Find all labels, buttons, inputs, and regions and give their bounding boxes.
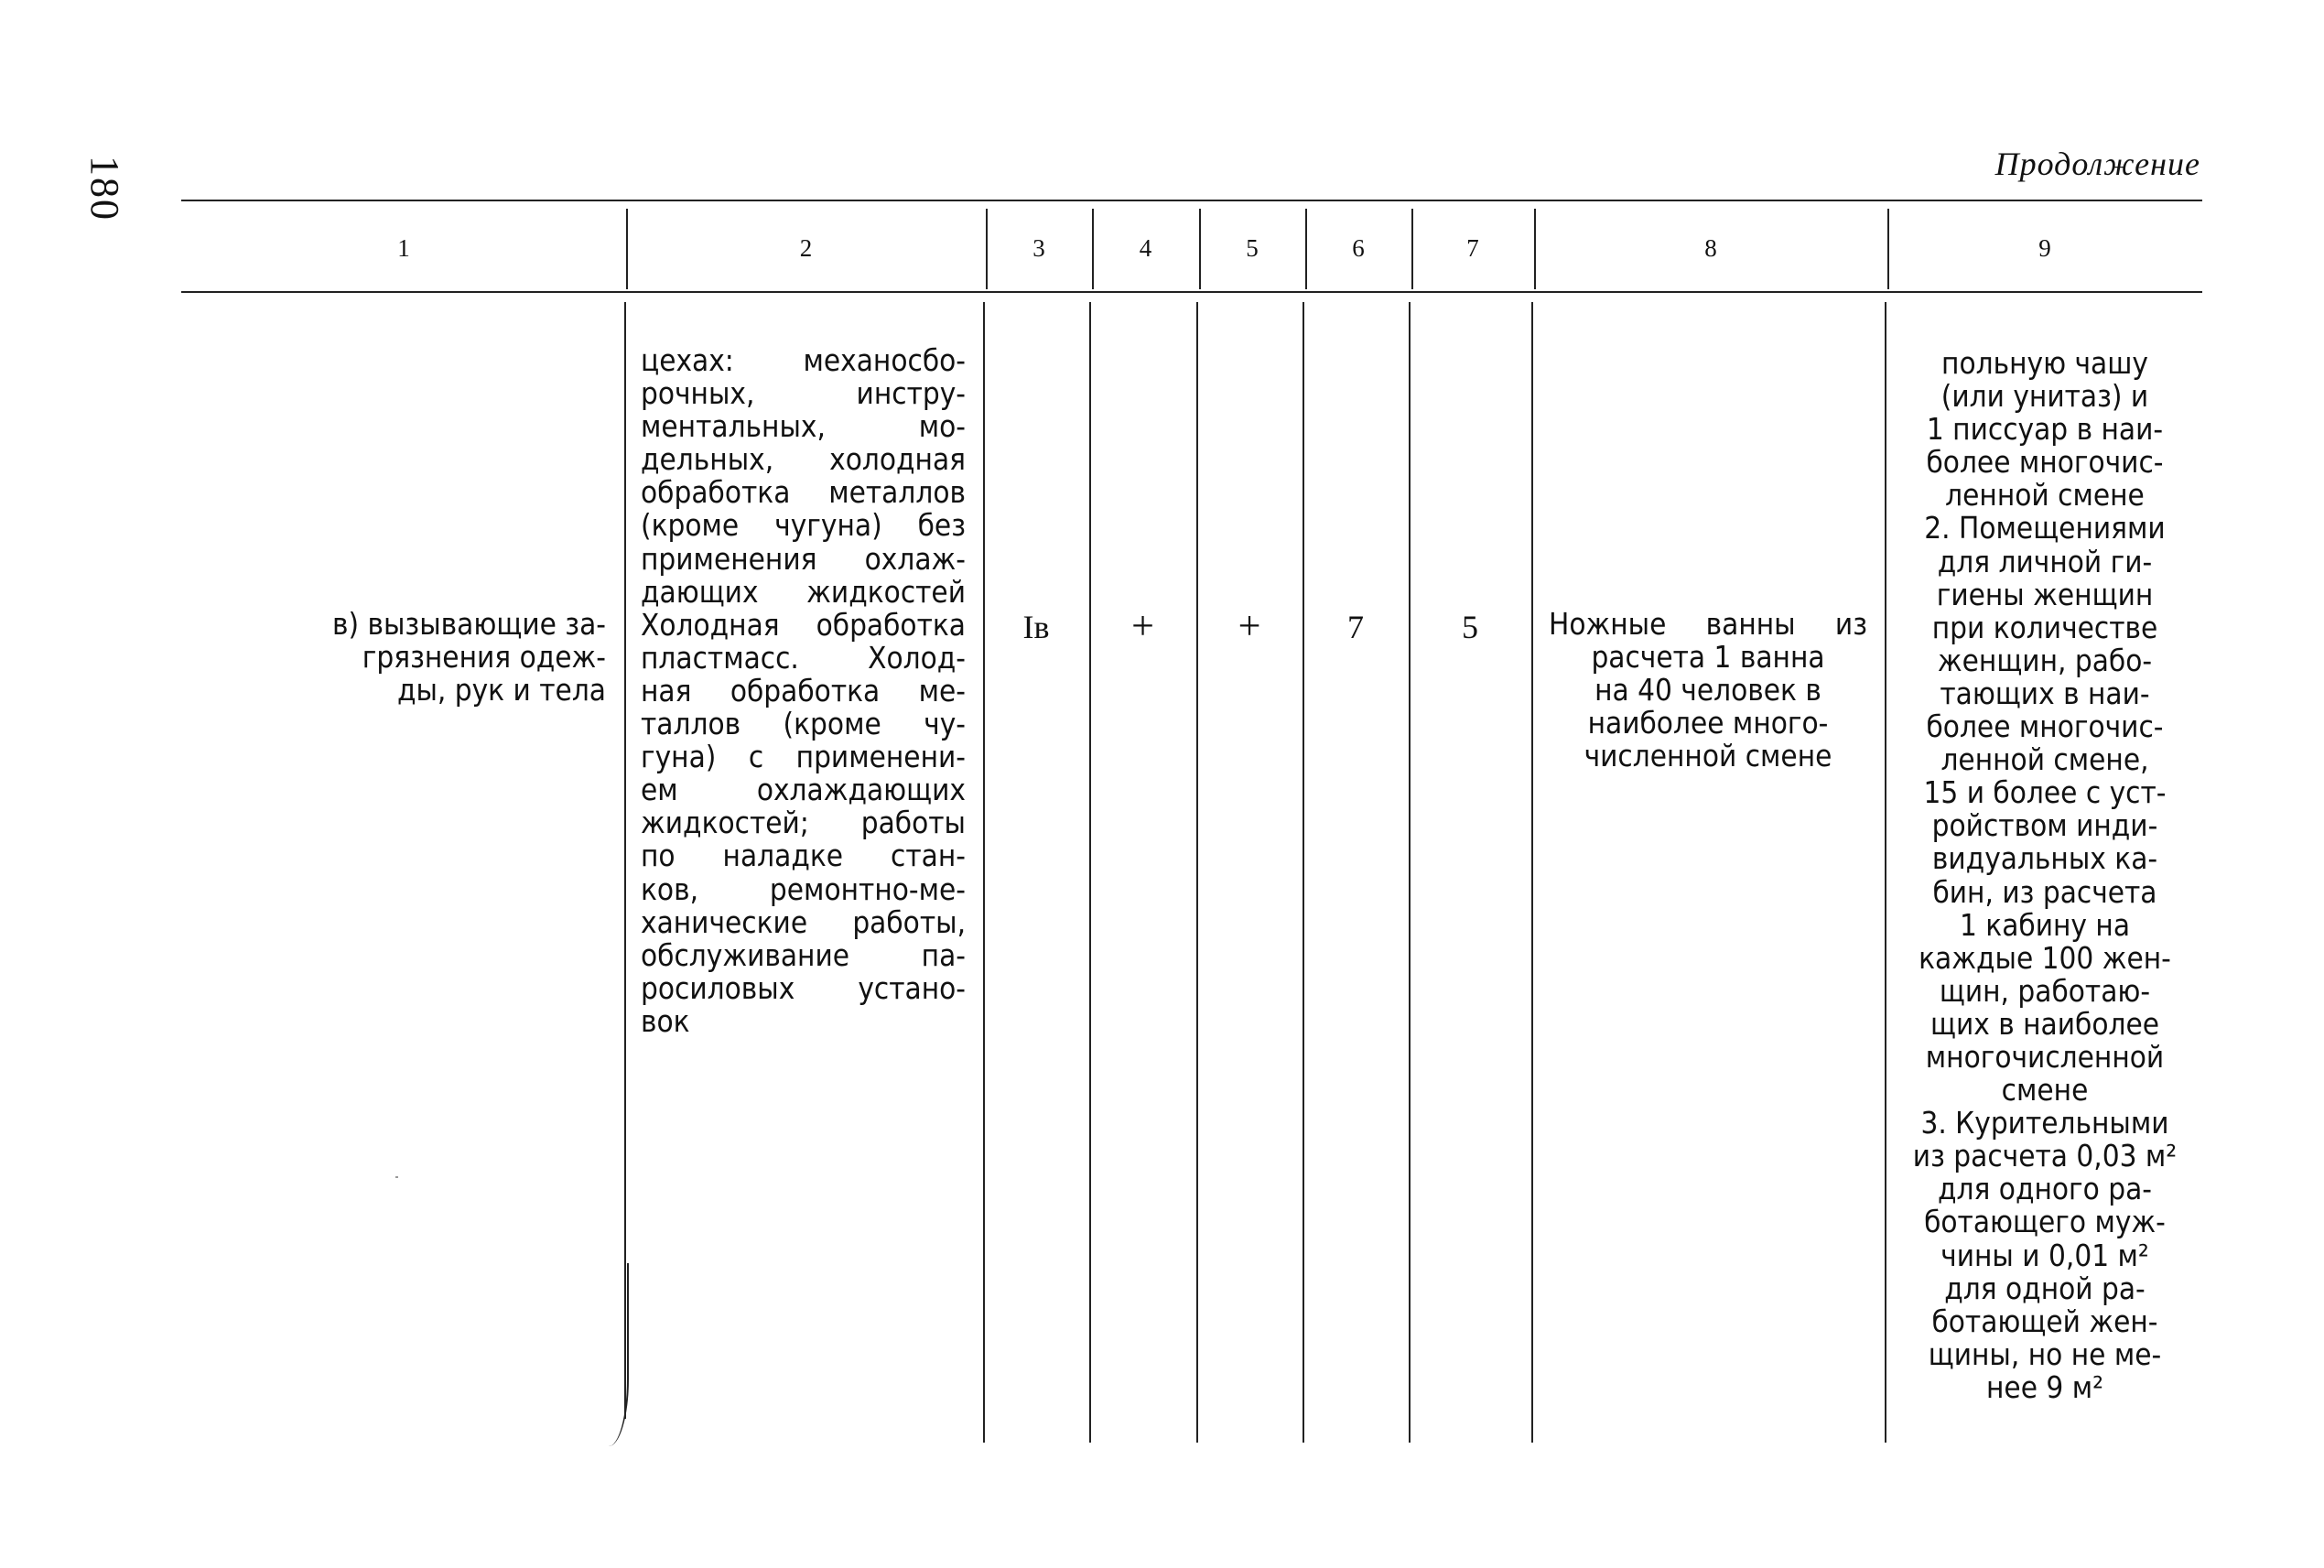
text-line: ная обработка ме- bbox=[641, 672, 966, 708]
text-line: дельных, холодная bbox=[641, 441, 966, 478]
body-separator bbox=[1089, 302, 1091, 1443]
text-line: ков, ремонтно-ме- bbox=[641, 871, 966, 907]
text-line: смене bbox=[2001, 1072, 2089, 1108]
body-separator bbox=[1885, 302, 1886, 1443]
cell-col-3: Iв bbox=[1022, 609, 1050, 645]
text-line: дающих жидкостей bbox=[641, 573, 966, 610]
header-col-9: 9 bbox=[2038, 234, 2051, 262]
text-line: на 40 человек в bbox=[1594, 672, 1821, 708]
text-line: обслуживание па- bbox=[641, 936, 966, 973]
text-line: щины, но не ме- bbox=[1928, 1336, 2162, 1372]
header-col-8: 8 bbox=[1704, 234, 1717, 262]
text-line: видуальных ка- bbox=[1931, 840, 2158, 877]
header-col-6: 6 bbox=[1352, 234, 1365, 262]
text-line: применения охлаж- bbox=[641, 540, 966, 577]
text-line: наиболее много- bbox=[1587, 705, 1829, 741]
text-line: ботающего муж- bbox=[1924, 1204, 2166, 1240]
text-line: расчета 1 ванна bbox=[1591, 639, 1825, 676]
text-line: 3. Курительными bbox=[1920, 1105, 2169, 1141]
continuation-label: Продолжение bbox=[1994, 146, 2200, 182]
text-line: росиловых устано- bbox=[641, 969, 966, 1006]
text-line: численной смене bbox=[1584, 738, 1832, 774]
text-line: щих в наиболее bbox=[1929, 1005, 2160, 1042]
brace-mark bbox=[609, 1263, 629, 1446]
scan-speck bbox=[395, 1176, 398, 1178]
text-line: грязнения одеж- bbox=[362, 639, 606, 676]
text-line: бин, из расчета bbox=[1932, 873, 2157, 910]
body-separator bbox=[1303, 302, 1304, 1443]
text-line: для одной ра- bbox=[1944, 1270, 2146, 1306]
text-line: многочисленной bbox=[1925, 1038, 2165, 1075]
text-line: 15 и более с уст- bbox=[1923, 774, 2167, 811]
text-line: ды, рук и тела bbox=[396, 672, 606, 708]
text-line: щин, работаю- bbox=[1939, 972, 2151, 1009]
text-line: ленной смене, bbox=[1940, 741, 2149, 778]
text-line: (кроме чугуна) без bbox=[641, 507, 966, 544]
text-line: нее 9 м² bbox=[1986, 1368, 2103, 1405]
header-col-5: 5 bbox=[1246, 234, 1259, 262]
text-line: обработка металлов bbox=[641, 474, 966, 511]
text-line: рочных, инстру- bbox=[641, 375, 966, 412]
text-line: ем охлаждающих bbox=[641, 772, 966, 808]
text-line: ментальных, мо- bbox=[641, 408, 966, 445]
table-header-rule bbox=[181, 291, 2202, 293]
text-line: по наладке стан- bbox=[641, 838, 966, 874]
text-line: для личной ги- bbox=[1937, 543, 2153, 579]
table-top-rule bbox=[181, 200, 2202, 201]
text-line: для одного ра- bbox=[1938, 1171, 2152, 1207]
text-line: жидкостей; работы bbox=[641, 805, 966, 841]
cell-col-1 bbox=[311, 608, 606, 707]
text-line: при количестве bbox=[1931, 609, 2158, 645]
body-separator bbox=[1409, 302, 1411, 1443]
header-col-7: 7 bbox=[1466, 234, 1479, 262]
cell-col-4: + bbox=[1131, 603, 1154, 648]
text-line: ройством инди- bbox=[1931, 807, 2158, 844]
text-line: Холодная обработка bbox=[641, 606, 966, 643]
header-col-4: 4 bbox=[1139, 234, 1152, 262]
text-line: 1 писсуар в наи- bbox=[1926, 411, 2164, 448]
text-line: цехах: механосбо- bbox=[641, 342, 966, 378]
text-line: гуна) с применени- bbox=[641, 739, 966, 775]
text-line: польную чашу bbox=[1941, 345, 2148, 381]
text-line: 1 кабину на bbox=[1959, 906, 2131, 943]
cell-col-5: + bbox=[1238, 603, 1261, 648]
text-line: 2. Помещениями bbox=[1924, 510, 2166, 546]
text-line: таллов (кроме чу- bbox=[641, 706, 966, 742]
body-separator bbox=[1196, 302, 1198, 1443]
text-line: гиены женщин bbox=[1936, 576, 2154, 612]
cell-col-7: 5 bbox=[1462, 609, 1478, 645]
text-line: вок bbox=[641, 1002, 690, 1039]
text-line: пластмасс. Холод- bbox=[641, 639, 966, 676]
body-separator bbox=[624, 302, 626, 1419]
text-line: женщин, рабо- bbox=[1937, 642, 2153, 678]
text-line: ботающей жен- bbox=[1931, 1303, 2158, 1339]
text-line: (или унитаз) и bbox=[1940, 378, 2149, 415]
cell-col-9 bbox=[1897, 347, 2193, 1404]
text-line: чины и 0,01 м² bbox=[1940, 1237, 2149, 1273]
text-line: ханические работы, bbox=[641, 903, 966, 940]
cell-col-8 bbox=[1549, 608, 1867, 773]
cell-col-6: 7 bbox=[1347, 609, 1364, 645]
body-separator bbox=[983, 302, 985, 1443]
header-col-1: 1 bbox=[397, 234, 410, 262]
page-number: 180 bbox=[82, 156, 127, 222]
header-col-2: 2 bbox=[799, 234, 813, 262]
text-line: Ножные ванны из bbox=[1549, 606, 1867, 642]
text-line: из расчета 0,03 м² bbox=[1912, 1138, 2178, 1174]
cell-col-2 bbox=[641, 344, 966, 1038]
text-line: более многочис- bbox=[1926, 708, 2164, 745]
header-col-3: 3 bbox=[1032, 234, 1045, 262]
text-line: каждые 100 жен- bbox=[1919, 939, 2171, 976]
body-separator bbox=[1531, 302, 1533, 1443]
text-line: ленной смене bbox=[1945, 477, 2145, 514]
text-line: более многочис- bbox=[1926, 444, 2164, 481]
text-line: в) вызывающие за- bbox=[331, 606, 606, 642]
text-line: тающих в наи- bbox=[1940, 675, 2150, 711]
